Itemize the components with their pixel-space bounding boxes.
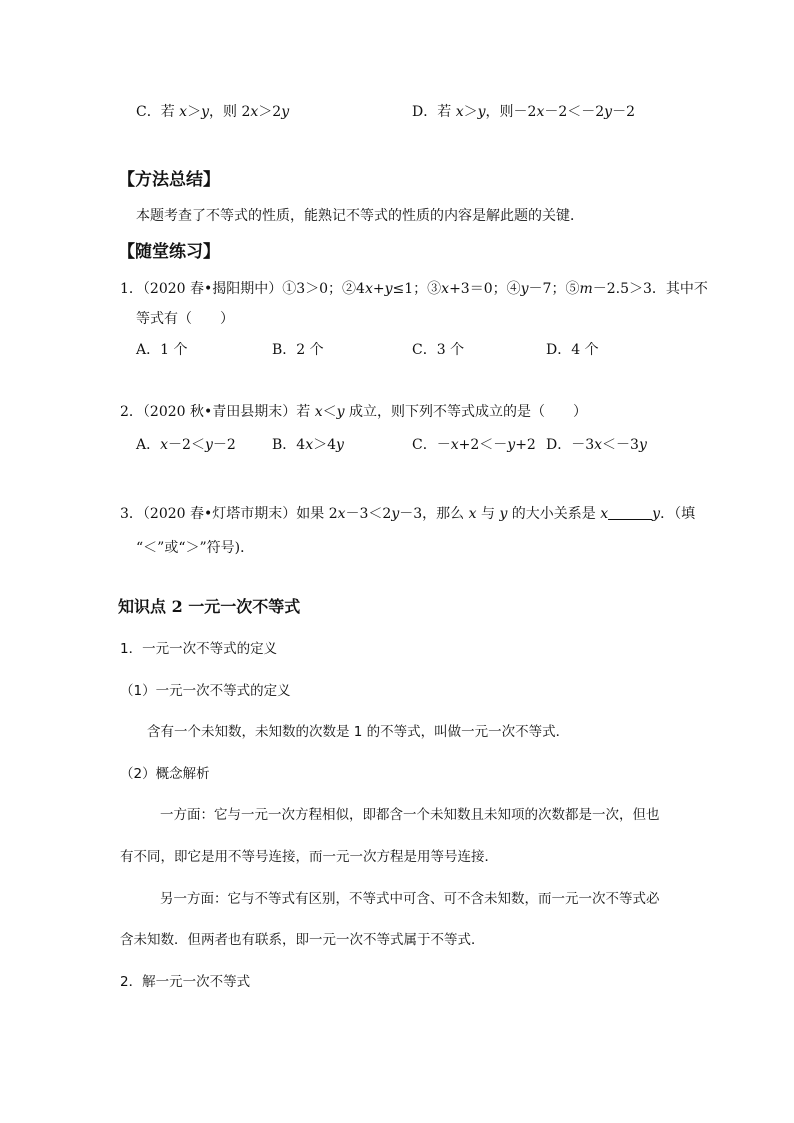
q3-stem-line2: “＜”或“＞”符号)． xyxy=(136,540,255,556)
section-1-heading: 1．一元一次不等式的定义 xyxy=(120,641,278,657)
method-summary-heading: 【方法总结】 xyxy=(118,170,220,190)
paragraph-2-line2: 含未知数．但两者也有联系，即一元一次不等式属于不等式． xyxy=(120,932,485,948)
section-1-1-heading: （1）一元一次不等式的定义 xyxy=(120,683,291,699)
section-2-heading: 2．解一元一次不等式 xyxy=(120,974,251,990)
practice-heading: 【随堂练习】 xyxy=(118,242,220,262)
q2-stem: 2．（2020 秋•青田县期末）若 x＜y 成立，则下列不等式成立的是（ ） xyxy=(120,404,587,420)
q2-option-a: A．x－2＜y－2 xyxy=(136,437,236,453)
method-summary-text: 本题考查了不等式的性质，能熟记不等式的性质的内容是解此题的关键． xyxy=(136,208,584,224)
q1-option-b: B．2 个 xyxy=(272,342,324,358)
q1-stem-line1: 1．（2020 春•揭阳期中）①3＞0；②4x+y≤1；③x+3＝0；④y－7；⑤m－2.5＞3．其中不 xyxy=(120,281,708,297)
q1-option-d: D．4 个 xyxy=(546,342,599,358)
definition-text: 含有一个未知数，未知数的次数是 1 的不等式，叫做一元一次不等式． xyxy=(147,724,570,740)
q2-option-b: B．4x＞4y xyxy=(272,437,344,453)
knowledge-point-title: 知识点 2 一元一次不等式 xyxy=(118,597,301,616)
q2-option-d: D．－3x＜－3y xyxy=(546,437,647,453)
q1-option-c: C．3 个 xyxy=(412,342,465,358)
paragraph-1-line2: 有不同，即它是用不等号连接，而一元一次方程是用等号连接． xyxy=(120,849,498,865)
section-1-2-heading: （2）概念解析 xyxy=(120,766,210,782)
option-c-prev: C．若 x＞y，则 2x＞2y xyxy=(136,104,290,120)
q1-stem-line2: 等式有（ ） xyxy=(136,311,234,327)
q3-stem-line1: 3．（2020 春•灯塔市期末）如果 2x－3＜2y－3，那么 x 与 y 的大小关系是 x y．（填 xyxy=(120,506,696,522)
answer-blank[interactable] xyxy=(608,505,652,520)
paragraph-1-line1: 一方面：它与一元一次方程相似，即都含一个未知数且未知项的次数都是一次，但也 xyxy=(160,807,660,823)
paragraph-2-line1: 另一方面：它与不等式有区别，不等式中可含、可不含未知数，而一元一次不等式必 xyxy=(160,891,660,907)
q1-option-a: A．1 个 xyxy=(136,342,188,358)
q2-option-c: C．－x+2＜－y+2 xyxy=(412,437,536,453)
option-d-prev: D．若 x＞y，则－2x－2＜－2y－2 xyxy=(412,104,636,120)
